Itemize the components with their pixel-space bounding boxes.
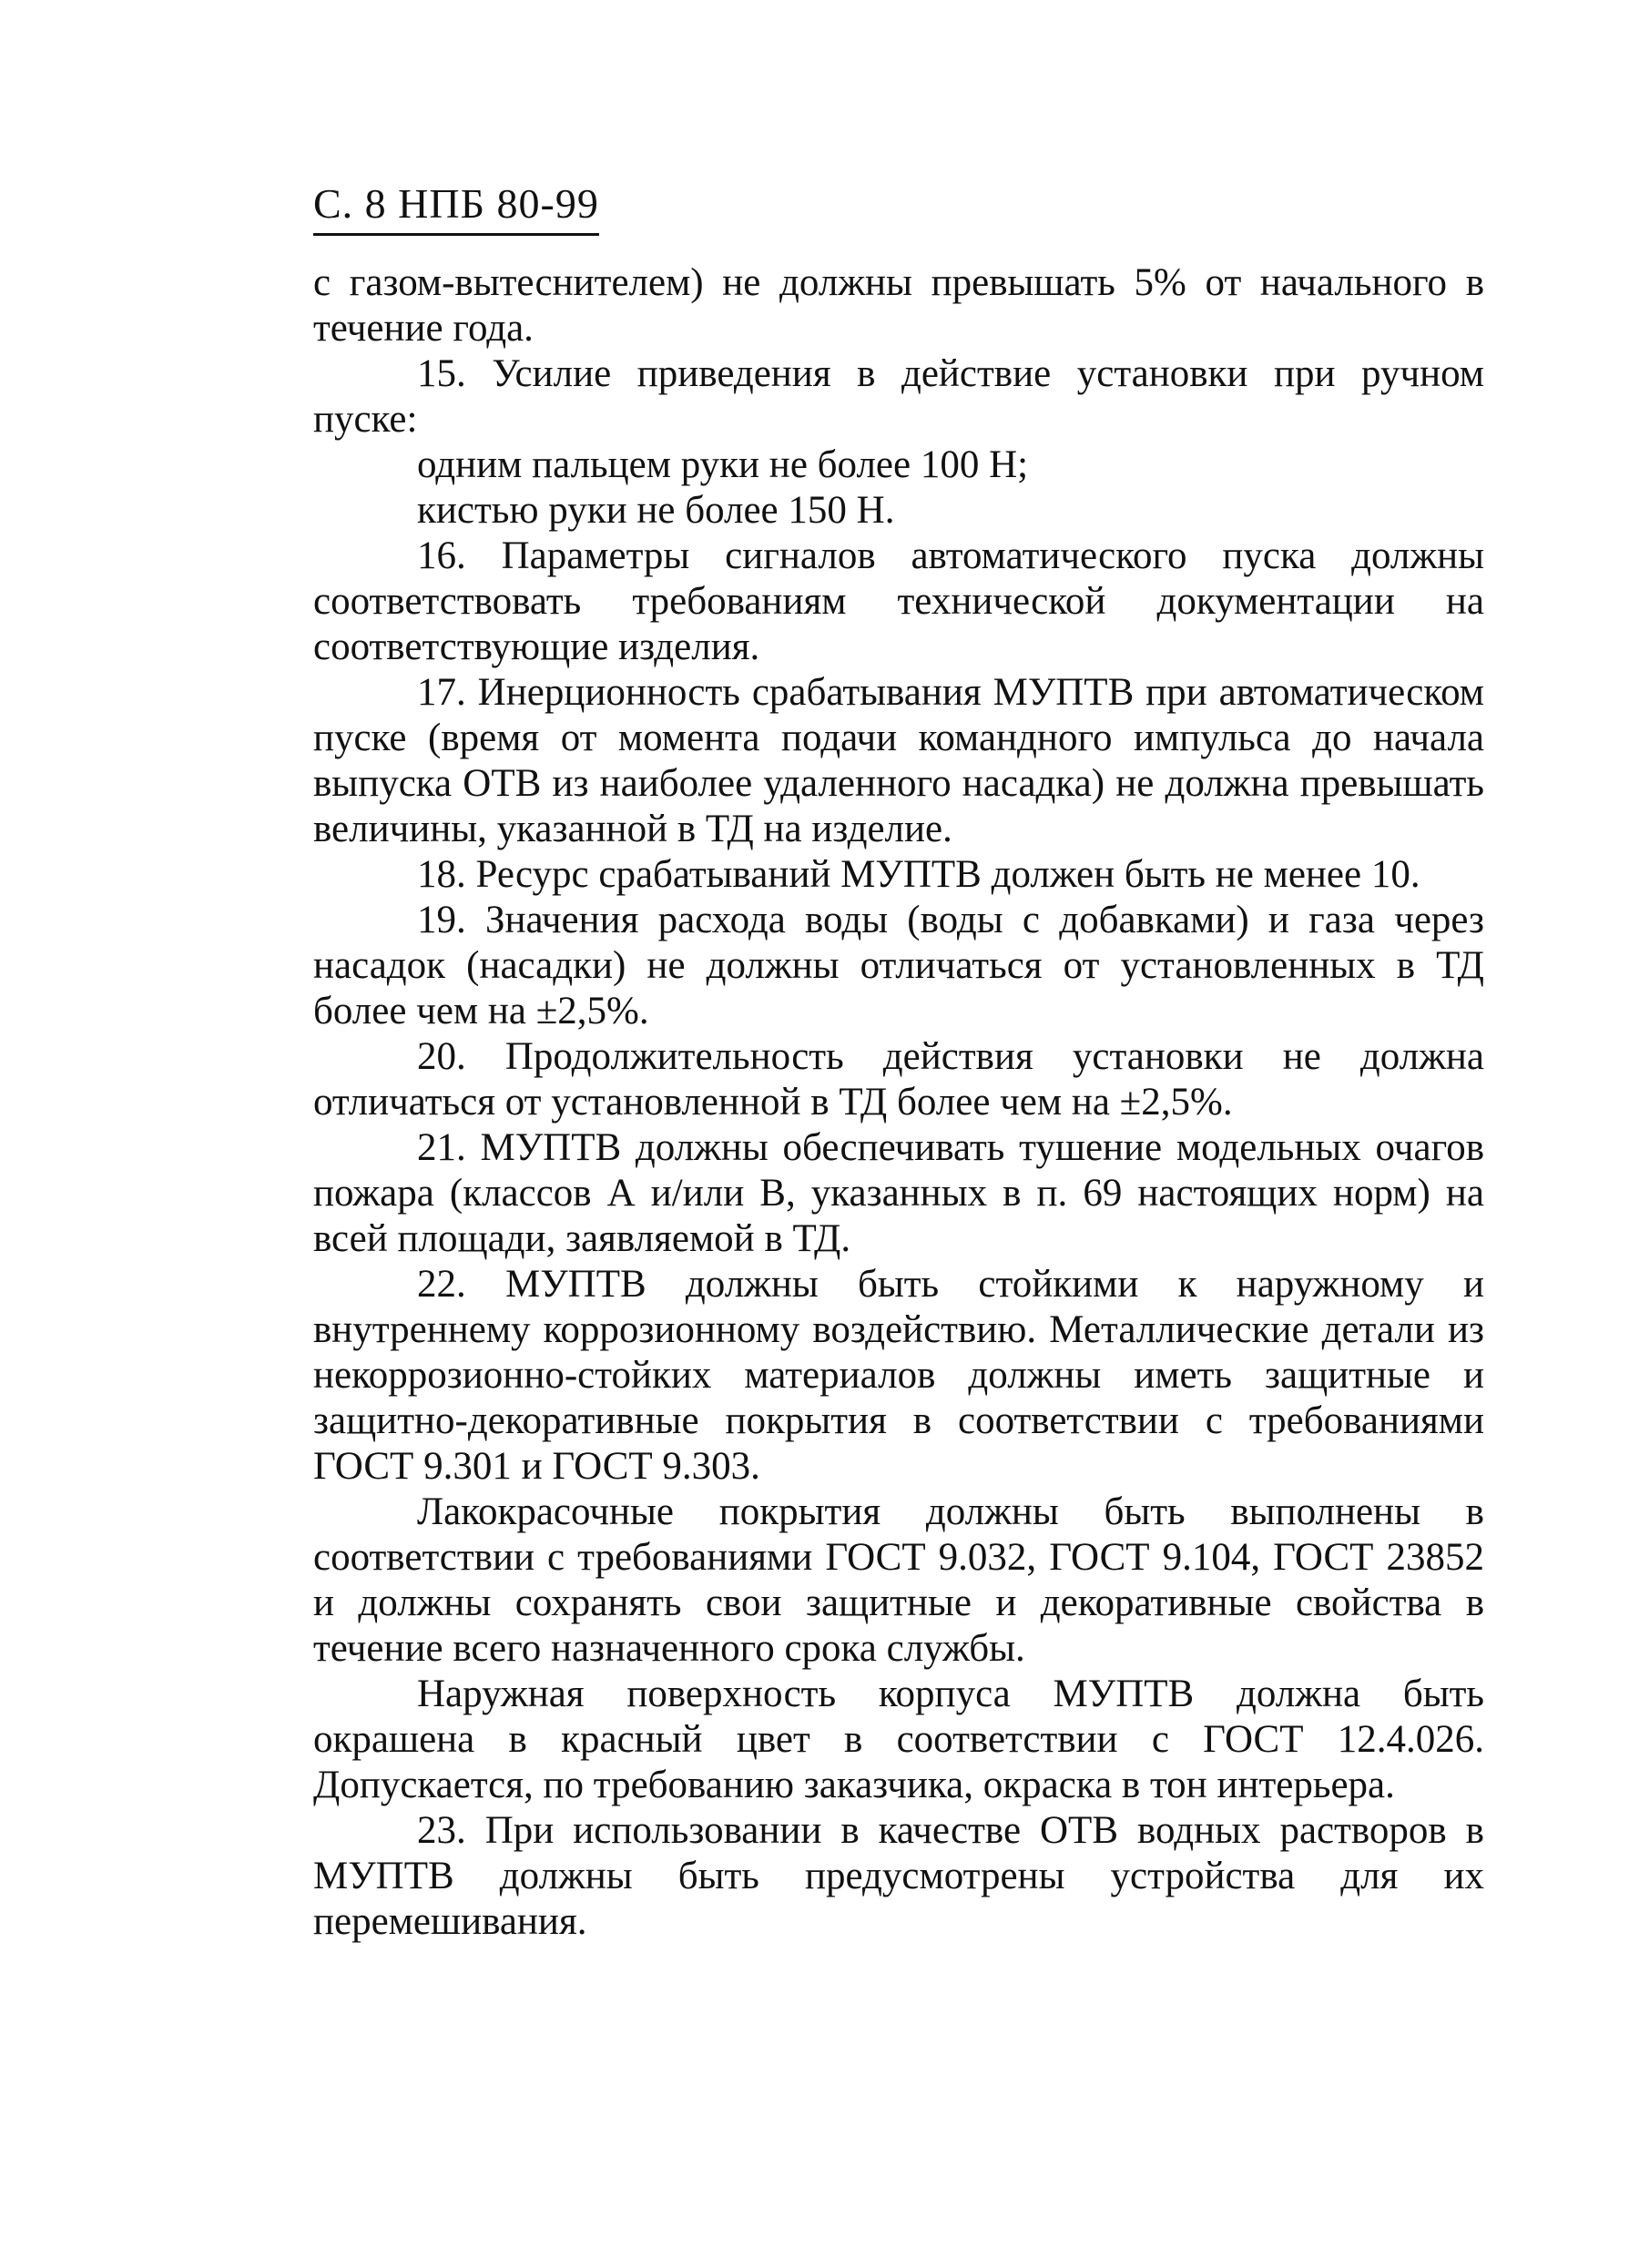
paragraph-22-color: Наружная поверхность корпуса МУПТВ должна быть окрашена в красный цвет в соответствии с ГОСТ 12.4.026. Допускается, по требованию заказчика, окраска в тон интерьера. bbox=[313, 1673, 1484, 1806]
paragraph-16: 16. Параметры сигналов автоматического пуска должны соответствовать требованиям технической документации на соответствующие изделия. bbox=[313, 534, 1484, 668]
paragraph-cont-14: с газом-вытеснителем) не должны превышать 5% от начального в течение года. bbox=[313, 261, 1484, 350]
list-item-finger: одним пальцем руки не более 100 Н; bbox=[417, 443, 1029, 486]
list-item-hand: кистью руки не более 150 Н. bbox=[417, 489, 895, 532]
document-body bbox=[313, 260, 1484, 1945]
paragraph-22: 22. МУПТВ должны быть стойкими к наружному и внутреннему коррозионному воздействию. Металлические детали из некоррозионно-стойких материалов должны иметь защитные и защитно-декоративные покрытия в соответствии с требованиями ГОСТ 9.301 и ГОСТ 9.303. bbox=[313, 1263, 1484, 1488]
paragraph-17: 17. Инерционность срабатывания МУПТВ при автоматическом пуске (время от момента подачи командного импульса до начала выпуска ОТВ из наиболее удаленного насадка) не должна превышать величины, указанной в ТД на изделие. bbox=[313, 671, 1484, 850]
paragraph-21: 21. МУПТВ должны обеспечивать тушение модельных очагов пожара (классов А и/или В, указанных в п. 69 настоящих норм) на всей площади, заявляемой в ТД. bbox=[313, 1126, 1484, 1260]
paragraph-20: 20. Продолжительность действия установки не должна отличаться от установленной в ТД более чем на ±2,5%. bbox=[313, 1035, 1484, 1124]
paragraph-23: 23. При использовании в качестве ОТВ водных растворов в МУПТВ должны быть предусмотрены устройства для их перемешивания. bbox=[313, 1809, 1484, 1943]
paragraph-19: 19. Значения расхода воды (воды с добавками) и газа через насадок (насадки) не должны отличаться от установленных в ТД более чем на ±2,5%. bbox=[313, 899, 1484, 1032]
paragraph-15: 15. Усилие приведения в действие установки при ручном пуске: bbox=[313, 352, 1484, 441]
paragraph-22-paint: Лакокрасочные покрытия должны быть выполнены в соответствии с требованиями ГОСТ 9.032, ГОСТ 9.104, ГОСТ 23852 и должны сохранять свои защитные и декоративные свойства в течение всего назначенного срока службы. bbox=[313, 1490, 1484, 1670]
page-header: С. 8 НПБ 80-99 bbox=[313, 178, 599, 236]
paragraph-18: 18. Ресурс срабатываний МУПТВ должен быть не менее 10. bbox=[417, 853, 1420, 896]
